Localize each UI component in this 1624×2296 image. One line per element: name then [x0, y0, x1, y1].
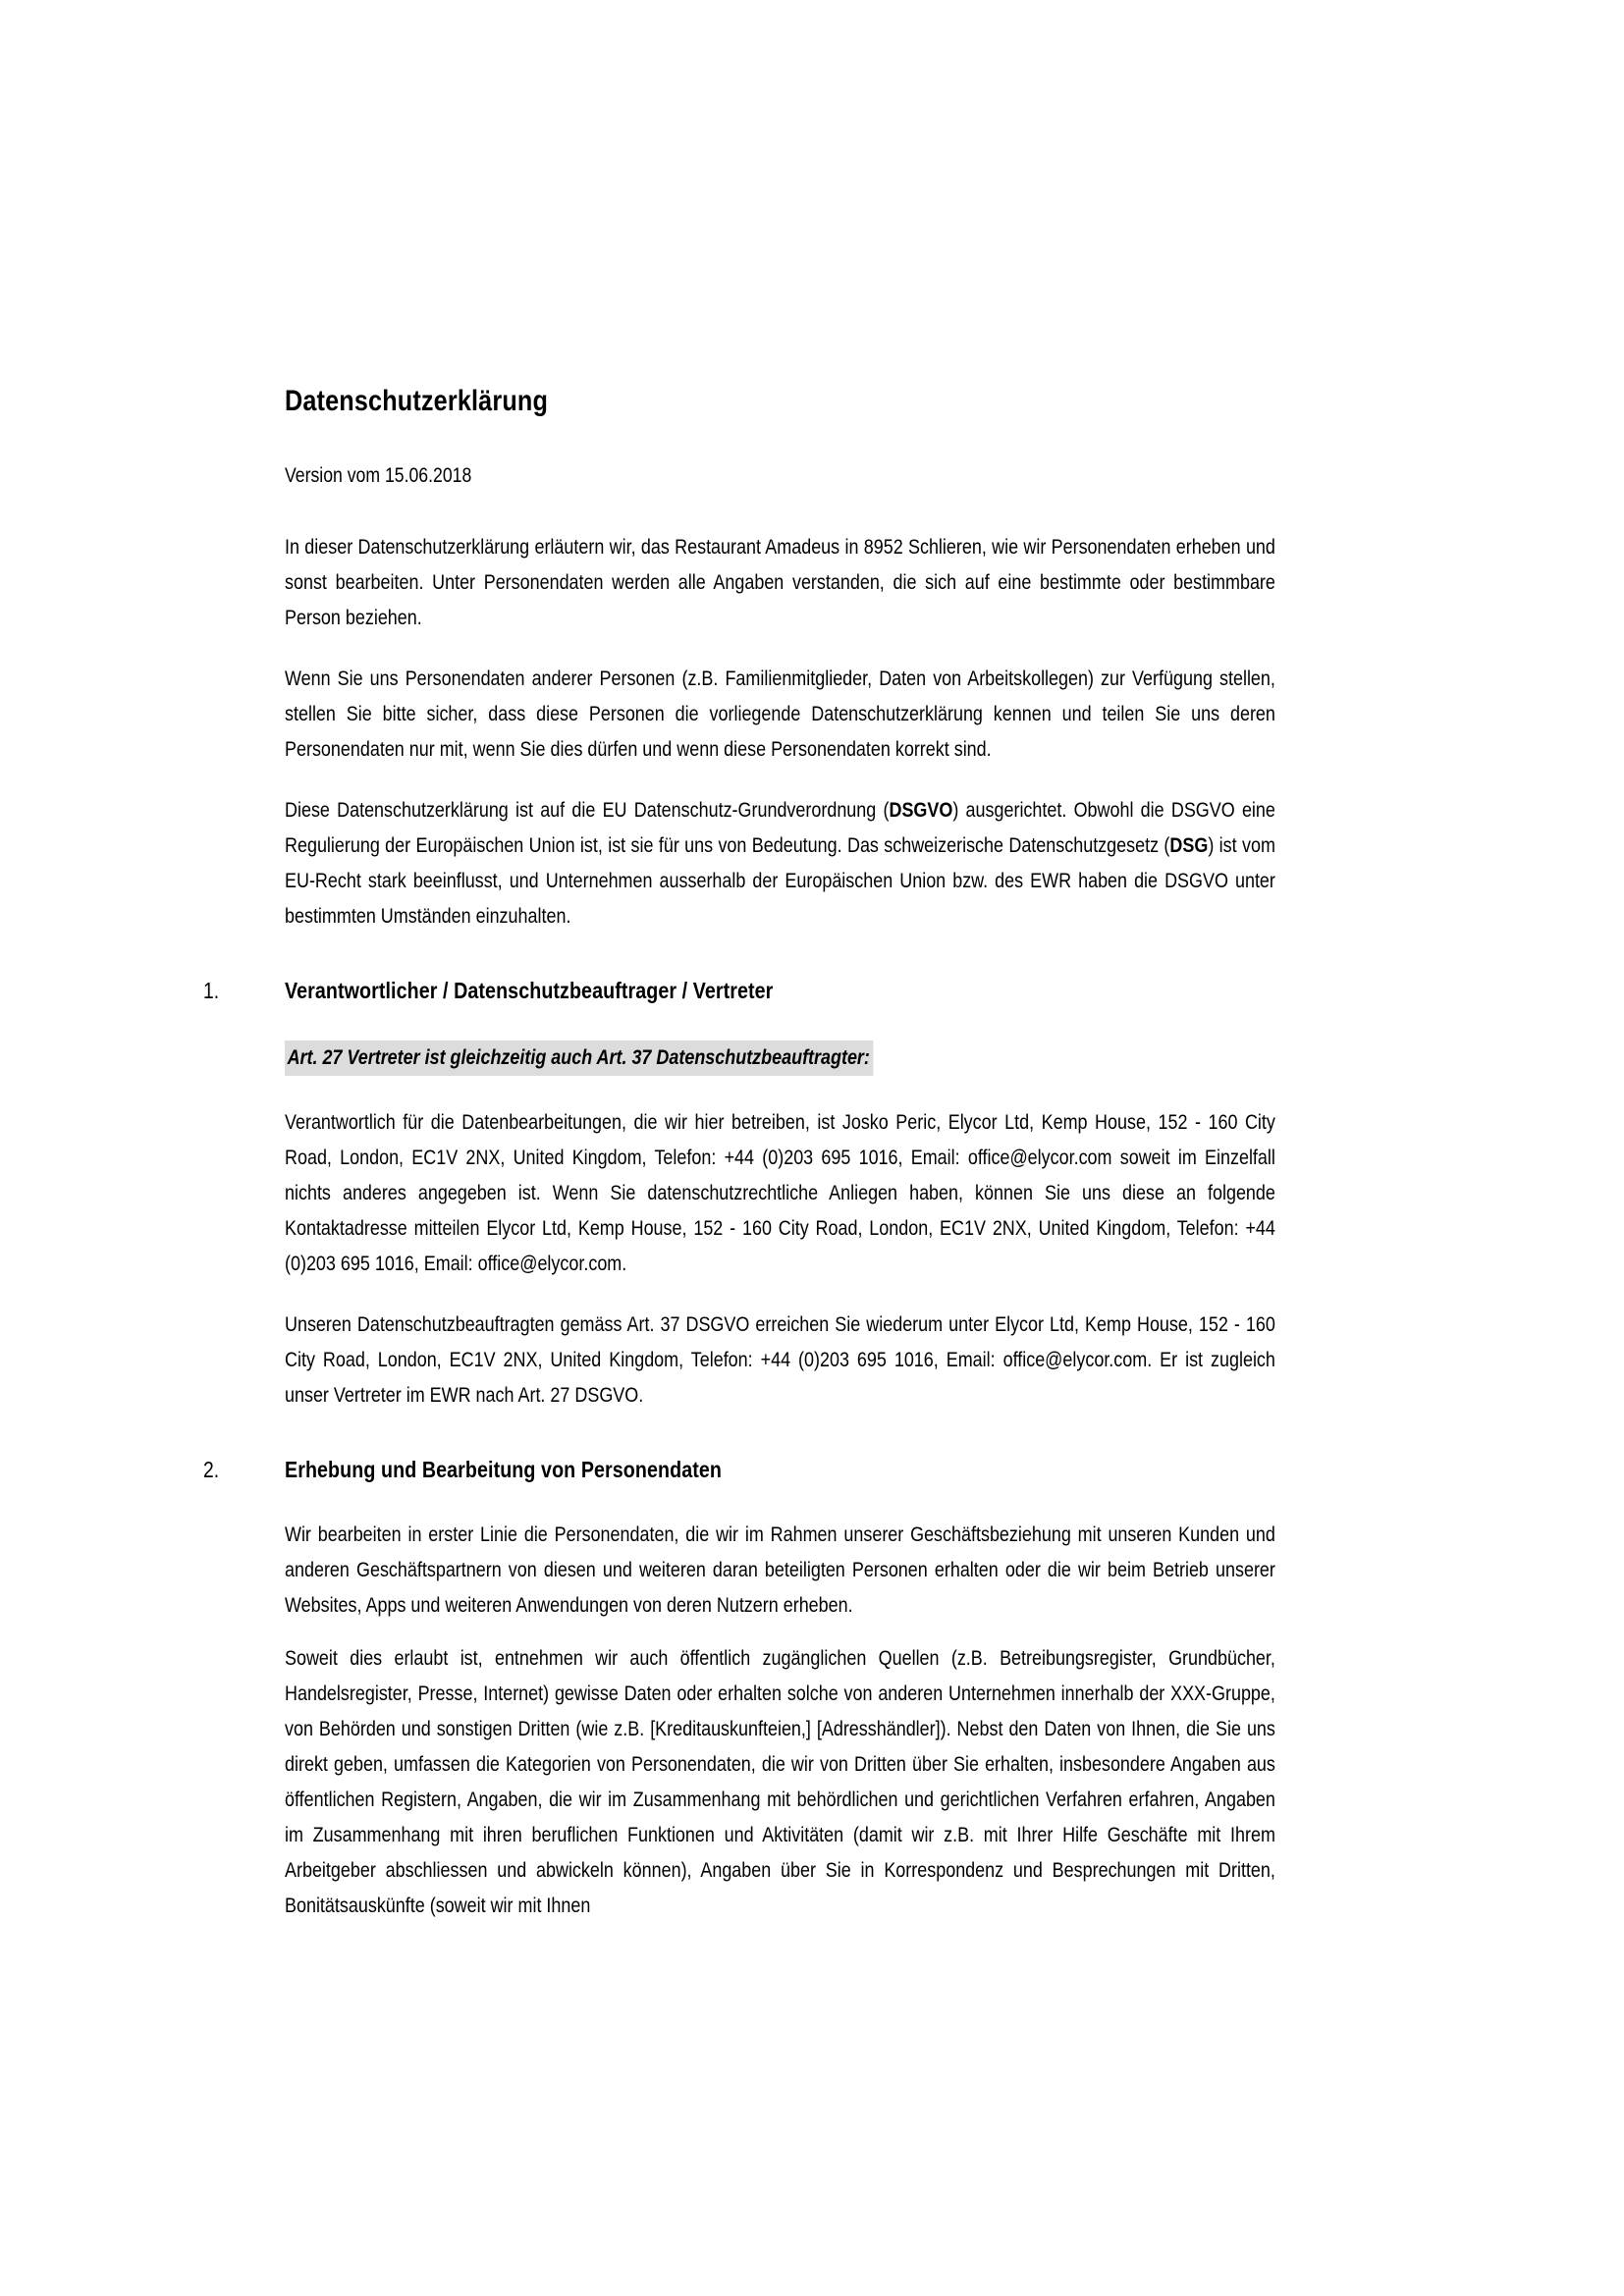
section-number-2: 2. [203, 1457, 220, 1483]
intro-p3-text-c: ) ist vom EU-Recht stark beeinflusst, und Unternehmen ausserhalb der Europäischen Union bzw. des EWR haben die DSGVO unter bestimmten Umständen einzuhalten. [285, 834, 1275, 929]
section-title-1: Verantwortlicher / Datenschutzbeauftrager / Vertreter [285, 978, 774, 1004]
section-1-paragraph-1: Verantwortlich für die Datenbearbeitungen, die wir hier betreiben, ist Josko Peric, Elycor Ltd, Kemp House, 152 - 160 City Road, London, EC1V 2NX, United Kingdom, Telefon: +44 (0)203 695 1016, Email: office@elycor.com soweit im Einzelfall nichts anderes angegeben ist. Wenn Sie datenschutzrechtliche Anliegen haben, können Sie uns diese an folgende Kontaktadresse mitteilen Elycor Ltd, Kemp House, 152 - 160 City Road, London, EC1V 2NX, United Kingdom, Telefon: +44 (0)203 695 1016, Email: office@elycor.com. [285, 1111, 1275, 1276]
page-title: Datenschutzerklärung [285, 385, 549, 417]
version-line: Version vom 15.06.2018 [285, 464, 472, 487]
intro-p3-text-b: ) ausgerichtet. Obwohl die DSGVO eine Regulierung der Europäischen Union ist, ist sie für uns von Bedeutung. Das schweizerische Datenschutzgesetz ( [285, 799, 1275, 858]
intro-paragraph-2: Wenn Sie uns Personendaten anderer Personen (z.B. Familienmitglieder, Daten von Arbeitskollegen) zur Verfügung stellen, stellen Sie bitte sicher, dass diese Personen die vorliegende Datenschutzerklärung kennen und teilen Sie uns deren Personendaten nur mit, wenn Sie dies dürfen und wenn diese Personendaten korrekt sind. [285, 667, 1275, 762]
dsg-abbreviation: DSG [1169, 834, 1209, 858]
section-2-paragraph-2: Soweit dies erlaubt ist, entnehmen wir auch öffentlich zugänglichen Quellen (z.B. Betreibungsregister, Grundbücher, Handelsregister, Presse, Internet) gewisse Daten oder erhalten solche von anderen Unternehmen innerhalb der XXX-Gruppe, von Behörden und sonstigen Dritten (wie z.B. [Kreditauskunfteien,] [Adresshändler]). Nebst den Daten von Ihnen, die Sie uns direkt geben, umfassen die Kategorien von Personendaten, die wir von Dritten über Sie erhalten, insbesondere Angaben aus öffentlichen Registern, Angaben, die wir im Zusammenhang mit behördlichen und gerichtlichen Verfahren erfahren, Angaben im Zusammenhang mit ihren beruflichen Funktionen und Aktivitäten (damit wir z.B. mit Ihrer Hilfe Geschäfte mit Ihrem Arbeitgeber abschliessen und abwickeln können), Angaben über Sie in Korrespondenz und Besprechungen mit Dritten, Bonitätsauskünfte (soweit wir mit Ihnen [285, 1647, 1275, 1918]
highlighted-note-text: Art. 27 Vertreter ist gleichzeitig auch Art. 37 Datenschutzbeauftragter: [285, 1041, 873, 1076]
dsgvo-abbreviation: DSGVO [889, 799, 953, 823]
section-number-1: 1. [203, 978, 220, 1004]
highlighted-note-1 [285, 1041, 1443, 1076]
intro-paragraph-1: In dieser Datenschutzerklärung erläutern wir, das Restaurant Amadeus in 8952 Schlieren, wie wir Personendaten erheben und sonst bearbeiten. Unter Personendaten werden alle Angaben verstanden, die sich auf eine bestimmte oder bestimmbare Person beziehen. [285, 536, 1275, 630]
section-2-paragraph-1: Wir bearbeiten in erster Linie die Personendaten, die wir im Rahmen unserer Geschäftsbeziehung mit unseren Kunden und anderen Geschäftspartnern von diesen und weiteren daran beteiligten Personen erhalten oder die wir beim Betrieb unserer Websites, Apps und weiteren Anwendungen von deren Nutzern erheben. [285, 1523, 1275, 1618]
intro-p3-text-a: Diese Datenschutzerklärung ist auf die EU Datenschutz-Grundverordnung ( [285, 799, 890, 823]
intro-paragraph-3 [285, 793, 1275, 934]
section-title-2: Erhebung und Bearbeitung von Personendaten [285, 1457, 723, 1483]
section-1-paragraph-2: Unseren Datenschutzbeauftragten gemäss Art. 37 DSGVO erreichen Sie wiederum unter Elycor Ltd, Kemp House, 152 - 160 City Road, London, EC1V 2NX, United Kingdom, Telefon: +44 (0)203 695 1016, Email: office@elycor.com. Er ist zugleich unser Vertreter im EWR nach Art. 27 DSGVO. [285, 1313, 1275, 1408]
section-heading-1 [203, 974, 1443, 1007]
document-content [203, 385, 1443, 1924]
section-heading-2 [203, 1453, 1443, 1486]
